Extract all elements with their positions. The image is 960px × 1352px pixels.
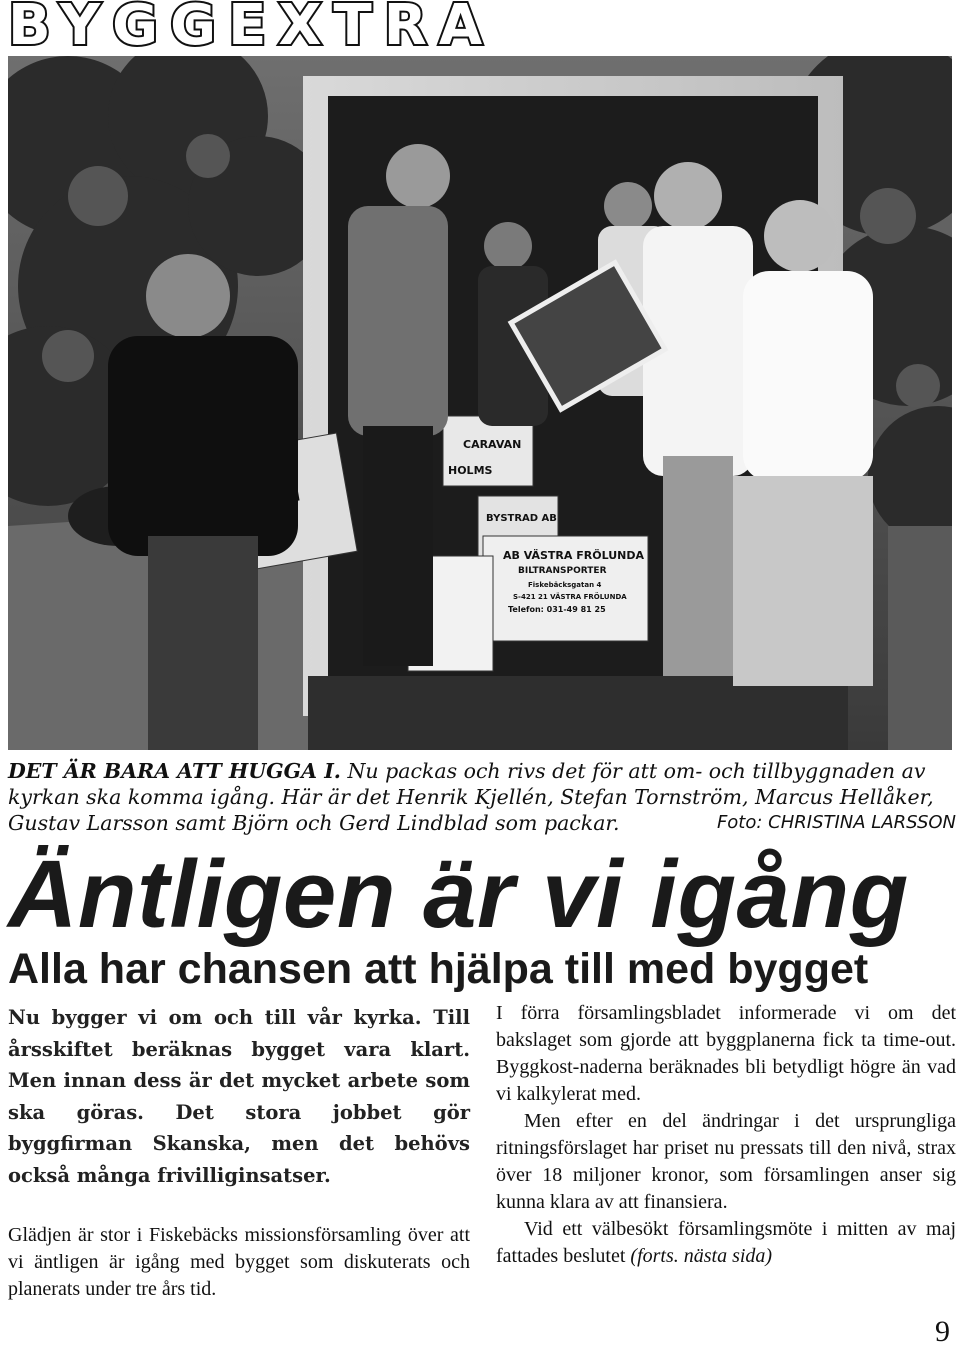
caption-lead: DET ÄR BARA ATT HUGGA I.	[8, 759, 341, 783]
paragraph-3-text: Vid ett välbesökt församlingsmöte i mitten av maj fattades beslutet	[496, 1218, 956, 1267]
continued-note: (forts. nästa sida)	[630, 1245, 773, 1267]
truck-ramp	[308, 676, 848, 750]
subheadline: Alla har chansen att hjälpa till med bygget	[8, 945, 869, 993]
box-label: AB VÄSTRA FRÖLUNDA	[503, 549, 644, 562]
left-column	[8, 1002, 470, 1303]
paragraph-2: Men efter en del ändringar i det ursprungliga ritningsförslaget har priset nu pressats till den nivå, strax över 18 miljoner kronor, som församlingen anser sig kunna klara av att finansiera.	[496, 1110, 956, 1213]
body-paragraph	[8, 1222, 470, 1303]
paragraph-3	[496, 1216, 956, 1270]
box-label: Telefon: 031-49 81 25	[508, 605, 606, 614]
masthead: BYGGEXTRA	[8, 0, 495, 52]
box-label: Fiskebäcksgatan 4	[528, 581, 602, 589]
photo-credit: Foto: CHRISTINA LARSSON	[716, 812, 956, 833]
box-label: S-421 21 VÄSTRA FRÖLUNDA	[513, 593, 627, 601]
box-label: CARAVAN	[463, 438, 522, 451]
lead-text: Nu bygger vi om och till vår kyrka. Till årsskiftet beräknas bygget vara klart. Men innan dess är det mycket arbete som ska göras. Det stora jobbet gör byggfirman Skanska, men det behövs också många frivilliginsatser.	[8, 1006, 470, 1187]
box-label: BYSTRAD AB	[486, 513, 557, 524]
right-body	[496, 1000, 956, 1270]
photo-illustration	[8, 56, 952, 750]
right-column	[496, 1000, 956, 1270]
body-text: Glädjen är stor i Fiskebäcks missionsförsamling över att vi äntligen är igång med bygget som diskuterats och planerats under tre års tid.	[8, 1224, 470, 1300]
page-number: 9	[935, 1315, 950, 1348]
news-photo	[8, 56, 952, 750]
headline: Äntligen är vi igång	[8, 841, 909, 948]
photo-caption	[8, 758, 956, 836]
lead-paragraph	[8, 1002, 470, 1191]
caption-text: Nu packas och rivs det för att om- och tillbyggnaden av kyrkan ska komma igång. Här är det Henrik Kjellén, Stefan Tornström, Marcus Hellåker, Gustav Larsson samt Björn och Gerd Lindblad som packar.	[8, 759, 934, 835]
paragraph-1: I förra församlingsbladet informerade vi om det bakslaget som gjorde att byggplanerna fick ta time-out. Byggkost-naderna beräknades bli betydligt högre än vad vi kalkylerat med.	[496, 1002, 956, 1105]
box-label: HOLMS	[448, 464, 493, 477]
box-label: BILTRANSPORTER	[518, 566, 607, 576]
